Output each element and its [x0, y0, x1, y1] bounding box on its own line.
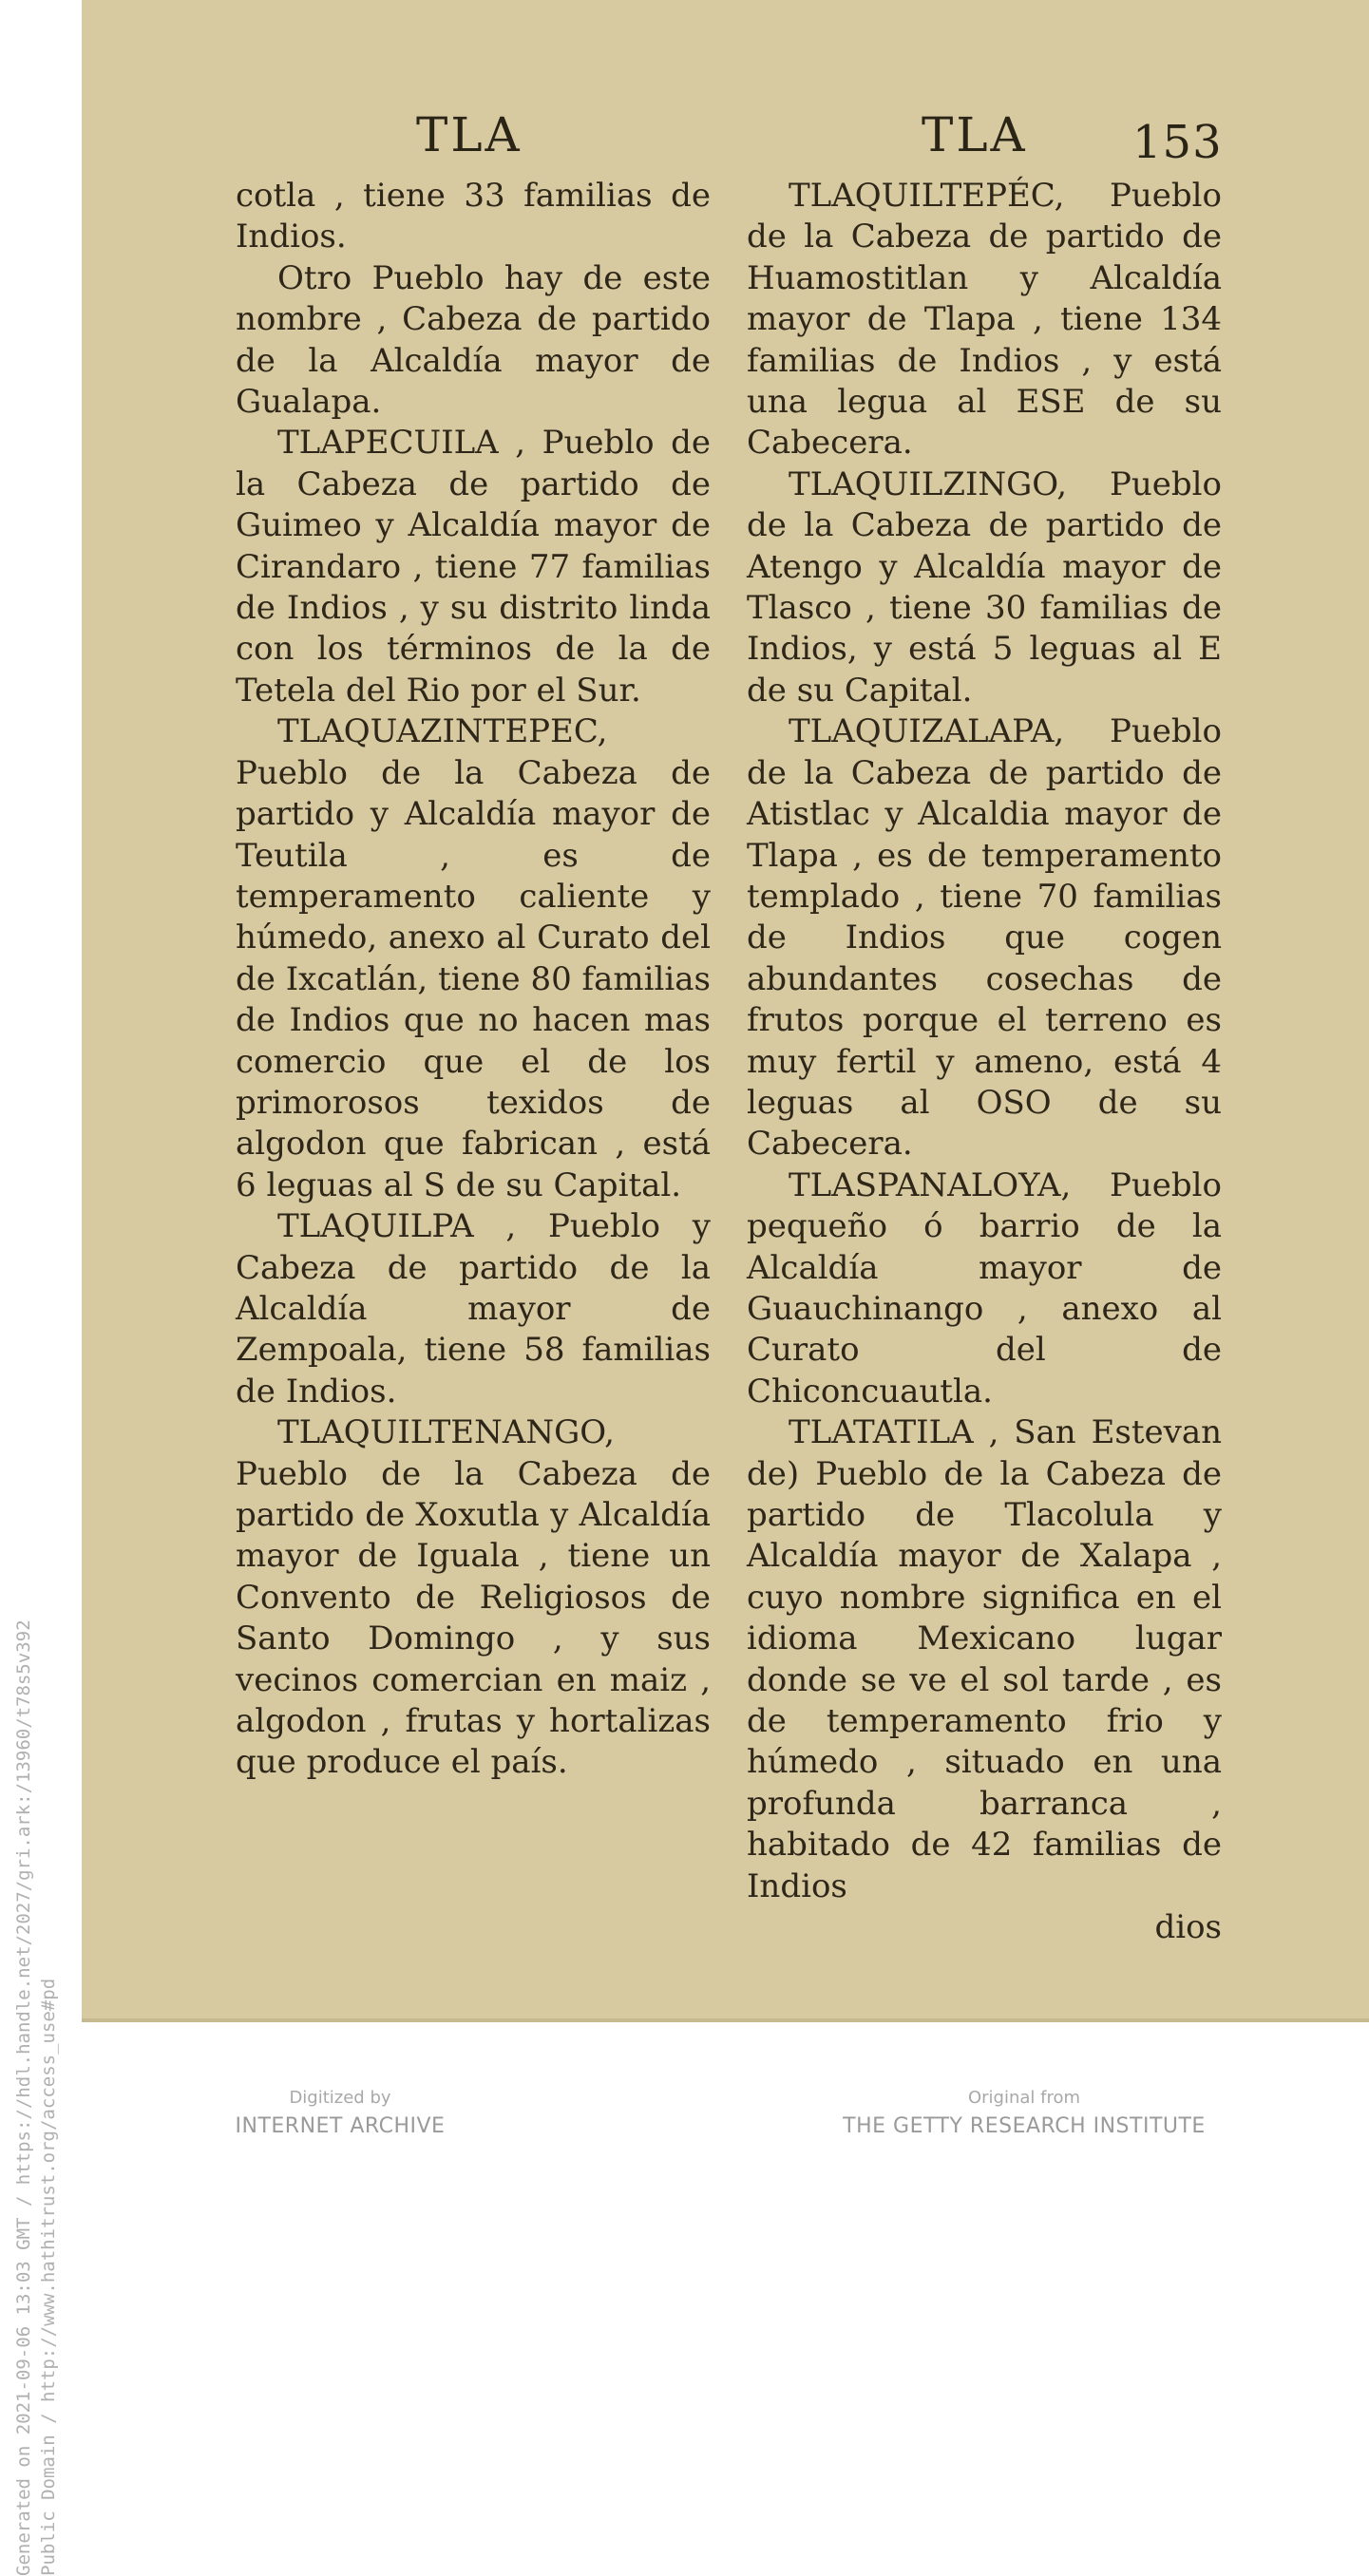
stamp-line-generated: Generated on 2021-09-06 13:03 GMT / https://hdl.handle.net/2027/gri.ark:/13960/t78s5v392	[13, 1619, 34, 2576]
page-bottom-edge	[82, 2018, 1369, 2022]
paragraph: Otro Pueblo hay de este nombre , Cabeza de partido de la Alcaldía mayor de Gualapa.	[236, 258, 711, 422]
entry-tlaquilpa: TLAQUILPA , Pueblo y Cabeza de partido de la Alcaldía mayor de Zempoala, tiene 58 familias de Indios.	[236, 1207, 711, 1411]
original-from-label: Original from	[967, 2088, 1081, 2108]
digitizer-name: INTERNET ARCHIVE	[235, 2114, 446, 2138]
entry-tlaquilzingo: TLAQUILZINGO, Pueblo de la Cabeza de partido de Atengo y Alcaldía mayor de Tlasco , tiene 30 familias de Indios, y está 5 leguas al E de su Capital.	[747, 464, 1222, 710]
right-text-column	[747, 176, 1222, 1948]
entry-tlatatila: TLATATILA , San Estevan de) Pueblo de la Cabeza de partido de Tlacolula y Alcaldía mayor de Xalapa , cuyo nombre significa en el idioma Mexicano lugar donde se ve el sol tarde , es de temperamento frio y húmedo , situado en una profunda barranca , habitado de 42 familias de Indios	[747, 1413, 1222, 1905]
left-text-column	[236, 176, 711, 1784]
entry-tlaquiltenango: TLAQUILTENANGO, Pueblo de la Cabeza de partido de Xoxutla y Alcaldía mayor de Iguala , tiene un Convento de Religiosos de Santo Domingo , y sus vecinos comercian en maiz , algodon , frutas y hortalizas que produce el país.	[236, 1413, 711, 1782]
entry-tlaspanaloya: TLASPANALOYA, Pueblo pequeño ó barrio de la Alcaldía mayor de Guauchinango , anexo al Curato del de Chiconcuautla.	[747, 1165, 1222, 1411]
digitized-by-label: Digitized by	[289, 2088, 391, 2108]
entry-tlaquazintepec: TLAQUAZINTEPEC, Pueblo de la Cabeza de partido y Alcaldía mayor de Teutila , es de temperamento caliente y húmedo, anexo al Curato del de Ixcatlán, tiene 80 familias de Indios que no hacen mas comercio que el de los primorosos texidos de algodon que fabrican , está 6 leguas al S de su Capital.	[236, 712, 711, 1204]
stamp-line-public-domain: Public Domain / http://www.hathitrust.org/access_use#pd	[38, 1978, 59, 2576]
right-running-head: TLA	[922, 107, 1028, 162]
original-source-name: THE GETTY RESEARCH INSTITUTE	[843, 2114, 1206, 2138]
entry-tlaquizalapa: TLAQUIZALAPA, Pueblo de la Cabeza de partido de Atistlac y Alcaldia mayor de Tlapa , es de temperamento templado , tiene 70 familias de Indios que cogen abundantes cosechas de frutos porque el terreno es muy fertil y ameno, está 4 leguas al OSO de su Cabecera.	[747, 712, 1222, 1164]
catchword: dios	[1154, 1908, 1222, 1947]
entry-tlapecuila: TLAPECUILA , Pueblo de la Cabeza de partido de Guimeo y Alcaldía mayor de Cirandaro , tiene 77 familias de Indios , y su distrito linda con los términos de la de Tetela del Rio por el Sur.	[236, 424, 711, 710]
paragraph-continuation: cotla , tiene 33 familias de Indios.	[236, 177, 711, 256]
page-number: 153	[1132, 116, 1223, 169]
generation-stamp	[11, 1075, 61, 2576]
left-running-head: TLA	[416, 107, 523, 162]
entry-tlaquiltepec: TLAQUILTEPÉC, Pueblo de la Cabeza de partido de Huamostitlan y Alcaldía mayor de Tlapa , tiene 134 familias de Indios , y está una legua al ESE de su Cabecera.	[747, 177, 1222, 463]
